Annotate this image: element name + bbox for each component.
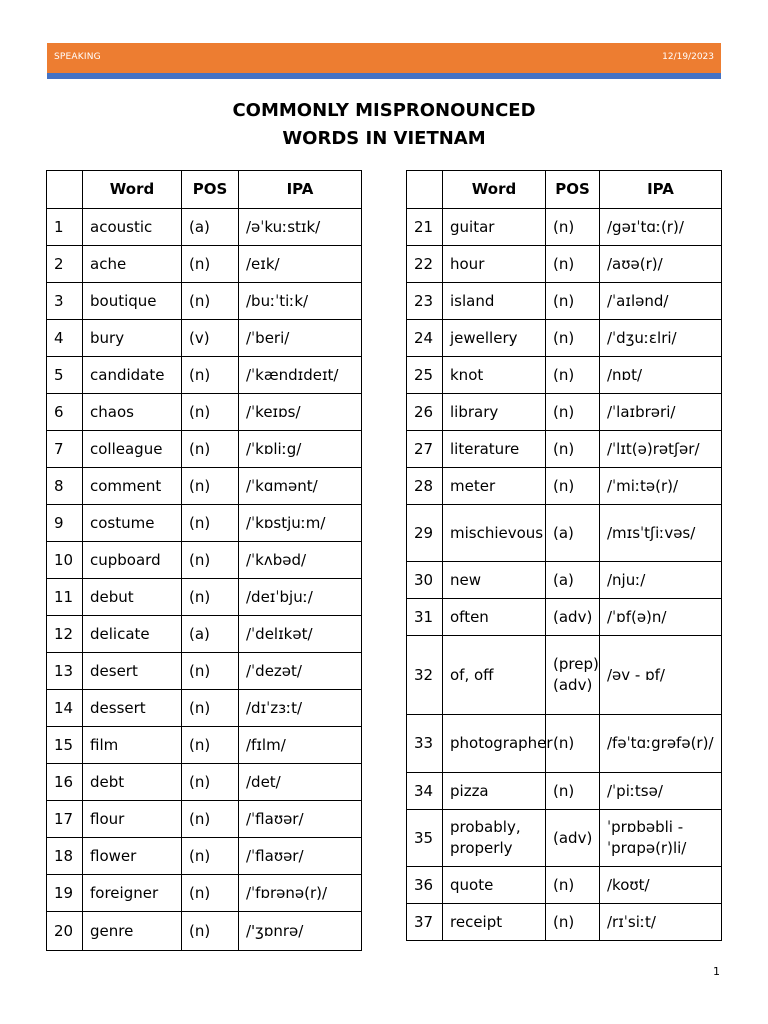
row-ipa: ˈprɒbəbli - ˈprɑpə(r)li/ [600,810,722,867]
row-ipa: /njuː/ [600,562,722,599]
row-word: often [443,599,546,636]
row-pos: (n) [182,283,239,320]
row-pos: (a) [546,505,600,562]
row-ipa: /buːˈtiːk/ [239,283,362,320]
row-pos: (n) [182,690,239,727]
row-word: flower [83,838,182,875]
table-row [47,283,362,320]
row-number: 6 [47,394,83,431]
row-number: 18 [47,838,83,875]
row-pos: (n) [546,209,600,246]
page-number: 1 [713,965,720,978]
row-word: debut [83,579,182,616]
row-ipa: /ˈkɒstjuːm/ [239,505,362,542]
row-word: ache [83,246,182,283]
table-row [407,773,722,810]
row-ipa: /ˈdezət/ [239,653,362,690]
row-pos: (n) [546,773,600,810]
col-header-ipa: IPA [239,171,362,209]
row-ipa: /ˈkeɪɒs/ [239,394,362,431]
col-header-ipa: IPA [600,171,722,209]
row-word: dessert [83,690,182,727]
row-number: 16 [47,764,83,801]
table-row [47,801,362,838]
row-word: pizza [443,773,546,810]
row-ipa: /ˈkɑmənt/ [239,468,362,505]
table-row [47,468,362,505]
row-ipa: /rɪˈsiːt/ [600,904,722,941]
col-header-number [47,171,83,209]
row-ipa: /ˈɒf(ə)n/ [600,599,722,636]
row-pos: (a) [182,209,239,246]
row-number: 4 [47,320,83,357]
row-pos: (n) [546,320,600,357]
table-row [47,246,362,283]
row-word: foreigner [83,875,182,912]
header-date: 12/19/2023 [662,52,714,62]
row-ipa: /ˈlaɪbrəri/ [600,394,722,431]
row-pos: (n) [546,394,600,431]
table-row [47,875,362,912]
header-divider [47,73,721,79]
header-bar [47,43,721,73]
table-row [407,867,722,904]
row-ipa: /ˈkændɪdeɪt/ [239,357,362,394]
row-number: 9 [47,505,83,542]
table-row [47,542,362,579]
row-number: 8 [47,468,83,505]
row-ipa: /ˈflaʊər/ [239,838,362,875]
row-pos: (n) [182,394,239,431]
table-header-row [47,171,362,209]
row-ipa: /ˈdʒuːɛlri/ [600,320,722,357]
row-ipa: /fɪlm/ [239,727,362,764]
row-pos: (prep) (adv) [546,636,600,715]
row-word: genre [83,912,182,951]
row-word: probably, properly [443,810,546,867]
row-word: island [443,283,546,320]
row-ipa: /'ʒɒnrə/ [239,912,362,951]
row-word: mischievous [443,505,546,562]
row-word: receipt [443,904,546,941]
row-word: colleague [83,431,182,468]
table-row [47,357,362,394]
table-row [47,764,362,801]
row-number: 10 [47,542,83,579]
table-row [47,912,362,951]
row-pos: (a) [182,616,239,653]
header-section-label: SPEAKING [54,52,101,62]
row-word: meter [443,468,546,505]
row-number: 15 [47,727,83,764]
row-word: jewellery [443,320,546,357]
row-pos: (n) [546,431,600,468]
row-ipa: /ˈaɪlənd/ [600,283,722,320]
table-row [47,690,362,727]
row-ipa: /det/ [239,764,362,801]
row-pos: (n) [182,653,239,690]
page-title-line-2: WORDS IN VIETNAM [282,128,486,149]
table-row [407,209,722,246]
row-word: flour [83,801,182,838]
table-row [407,357,722,394]
row-pos: (n) [182,357,239,394]
row-number: 22 [407,246,443,283]
row-number: 1 [47,209,83,246]
row-pos: (n) [182,875,239,912]
row-number: 33 [407,715,443,773]
row-word: quote [443,867,546,904]
table-row [407,394,722,431]
row-pos: (a) [546,562,600,599]
row-pos: (n) [546,357,600,394]
row-ipa: /gəɪˈtɑː(r)/ [600,209,722,246]
row-word: delicate [83,616,182,653]
table-row [47,431,362,468]
row-ipa: /mɪsˈtʃiːvəs/ [600,505,722,562]
table-row [47,727,362,764]
table-row [47,394,362,431]
row-pos: (n) [182,801,239,838]
row-number: 25 [407,357,443,394]
table-row [407,599,722,636]
row-ipa: /dɪˈzɜːt/ [239,690,362,727]
row-number: 26 [407,394,443,431]
table-row [407,715,722,773]
row-word: hour [443,246,546,283]
row-pos: (n) [546,904,600,941]
row-pos: (adv) [546,599,600,636]
row-ipa: /ˈlɪt(ə)rətʃər/ [600,431,722,468]
row-pos: (n) [182,505,239,542]
table-row [47,579,362,616]
row-ipa: /ˈdelɪkət/ [239,616,362,653]
col-header-pos: POS [182,171,239,209]
table-row [47,505,362,542]
row-word: candidate [83,357,182,394]
col-header-word: Word [83,171,182,209]
row-ipa: /nɒt/ [600,357,722,394]
table-row [407,283,722,320]
row-ipa: /ˈberi/ [239,320,362,357]
row-number: 31 [407,599,443,636]
row-number: 21 [407,209,443,246]
row-number: 30 [407,562,443,599]
row-word: cupboard [83,542,182,579]
row-pos: (n) [182,468,239,505]
row-number: 3 [47,283,83,320]
row-ipa: /ˈfɒrənə(r)/ [239,875,362,912]
row-word: debt [83,764,182,801]
row-word: of, off [443,636,546,715]
word-table-left [46,170,362,951]
row-word: film [83,727,182,764]
col-header-word: Word [443,171,546,209]
row-word: boutique [83,283,182,320]
table-row [407,562,722,599]
row-ipa: /koʊt/ [600,867,722,904]
row-word: bury [83,320,182,357]
table-row [407,505,722,562]
col-header-pos: POS [546,171,600,209]
row-number: 29 [407,505,443,562]
row-number: 11 [47,579,83,616]
table-row [407,320,722,357]
table-row [47,209,362,246]
row-ipa: /eɪk/ [239,246,362,283]
row-ipa: /ˈmiːtə(r)/ [600,468,722,505]
row-pos: (n) [182,838,239,875]
row-word: acoustic [83,209,182,246]
row-word: photographer [443,715,546,773]
row-ipa: /ˈkɒliːg/ [239,431,362,468]
row-number: 34 [407,773,443,810]
col-header-number [407,171,443,209]
row-pos: (n) [182,912,239,951]
row-word: library [443,394,546,431]
row-number: 20 [47,912,83,951]
table-row [47,320,362,357]
row-pos: (n) [182,727,239,764]
row-word: comment [83,468,182,505]
row-word: chaos [83,394,182,431]
row-word: desert [83,653,182,690]
row-word: literature [443,431,546,468]
row-number: 36 [407,867,443,904]
table-row [407,246,722,283]
row-ipa: /ˈpiːtsə/ [600,773,722,810]
table-row [407,904,722,941]
row-pos: (n) [546,468,600,505]
row-pos: (n) [546,715,600,773]
row-number: 7 [47,431,83,468]
row-pos: (n) [546,283,600,320]
row-word: knot [443,357,546,394]
row-pos: (n) [546,867,600,904]
row-number: 5 [47,357,83,394]
row-number: 23 [407,283,443,320]
row-number: 17 [47,801,83,838]
row-ipa: /aʊə(r)/ [600,246,722,283]
row-pos: (n) [182,579,239,616]
row-word: new [443,562,546,599]
row-number: 27 [407,431,443,468]
table-header-row [407,171,722,209]
row-pos: (n) [182,431,239,468]
table-row [407,431,722,468]
page-title-line-1: COMMONLY MISPRONOUNCED [232,100,536,121]
row-number: 19 [47,875,83,912]
row-number: 13 [47,653,83,690]
row-ipa: /deɪˈbjuː/ [239,579,362,616]
table-row [407,468,722,505]
row-number: 24 [407,320,443,357]
row-pos: (n) [182,542,239,579]
table-row [407,810,722,867]
row-number: 2 [47,246,83,283]
row-number: 37 [407,904,443,941]
row-ipa: /ˈkʌbəd/ [239,542,362,579]
table-row [47,653,362,690]
row-ipa: /əˈkuːstɪk/ [239,209,362,246]
row-number: 35 [407,810,443,867]
word-table-right [406,170,722,941]
table-row [47,616,362,653]
table-row [47,838,362,875]
row-pos: (n) [546,246,600,283]
row-word: guitar [443,209,546,246]
row-number: 32 [407,636,443,715]
row-number: 12 [47,616,83,653]
row-ipa: /əv - ɒf/ [600,636,722,715]
row-pos: (adv) [546,810,600,867]
row-number: 14 [47,690,83,727]
row-pos: (v) [182,320,239,357]
row-ipa: /ˈflaʊər/ [239,801,362,838]
row-pos: (n) [182,246,239,283]
row-pos: (n) [182,764,239,801]
table-row [407,636,722,715]
row-ipa: /fəˈtɑːgrəfə(r)/ [600,715,722,773]
row-number: 28 [407,468,443,505]
row-word: costume [83,505,182,542]
